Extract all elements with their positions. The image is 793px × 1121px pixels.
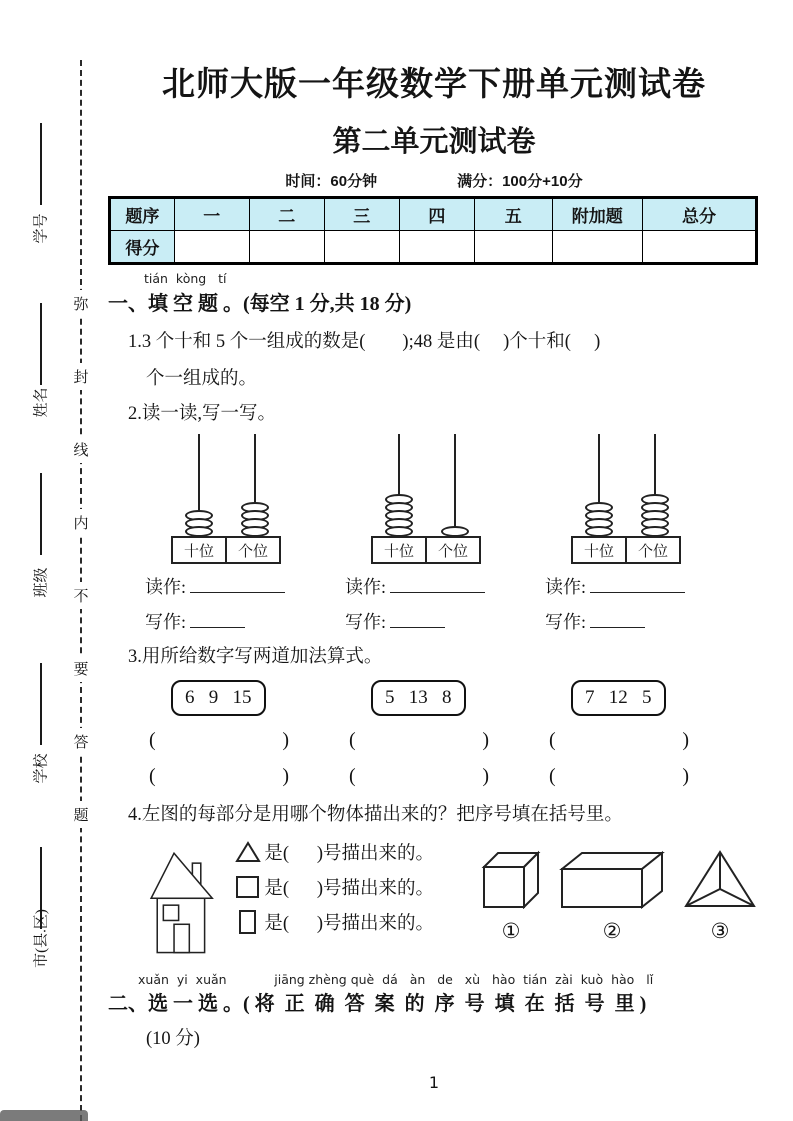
square-glyph-icon bbox=[235, 875, 261, 899]
score-table-header-row bbox=[110, 198, 757, 231]
ones-label: 个位 bbox=[625, 536, 681, 564]
exam-info bbox=[108, 170, 760, 191]
object-number: ② bbox=[602, 918, 622, 943]
number-set-column-1 bbox=[145, 680, 327, 788]
xiezuo-label: 写作: bbox=[345, 612, 387, 633]
tens-label: 十位 bbox=[171, 536, 227, 564]
seal-line-char: 不 bbox=[72, 582, 90, 609]
score-cell bbox=[399, 231, 474, 264]
score-cell bbox=[174, 231, 249, 264]
pinyin-xuanyixuan: xuǎn yi xuǎn jiāng zhèng què dá àn de xù hào tián zài kuò hào lǐ bbox=[138, 971, 654, 987]
abacus-beads-tens bbox=[585, 505, 613, 537]
paren-open: ( bbox=[349, 764, 356, 787]
duzuo-row bbox=[345, 573, 527, 599]
abacus-figure bbox=[371, 434, 483, 564]
answer-blank bbox=[390, 621, 445, 628]
header-q4: 四 bbox=[399, 198, 474, 231]
question3-row bbox=[108, 680, 760, 788]
answer-blank bbox=[190, 621, 245, 628]
question4-row bbox=[108, 835, 760, 970]
abacus-beads-tens bbox=[185, 513, 213, 537]
object-cuboid bbox=[558, 849, 666, 944]
prompt-text: 是( )号描出来的。 bbox=[264, 843, 434, 864]
paren-close: ) bbox=[682, 764, 689, 787]
seal-line-char: 弥 bbox=[72, 290, 90, 317]
prompt-rectangle bbox=[235, 909, 434, 935]
equation-blank bbox=[349, 729, 489, 752]
prompt-square bbox=[235, 874, 434, 900]
abacus-block-1 bbox=[145, 434, 327, 634]
answer-blank bbox=[590, 586, 685, 593]
page-number: 1 bbox=[428, 1072, 440, 1092]
margin-field-label: 市(县.区) bbox=[33, 909, 50, 968]
equation-blank bbox=[549, 729, 689, 752]
margin-field-label: 学号 bbox=[33, 213, 50, 244]
question4-label: 4.左图的每部分是用哪个物体描出来的？把序号填在括号里。 bbox=[128, 804, 623, 825]
question3-label: 3.用所给数字写两道加法算式。 bbox=[128, 647, 383, 668]
full-score-info: 满分：100分+10分 bbox=[457, 173, 583, 190]
duzuo-label: 读作: bbox=[145, 577, 187, 598]
answer-blank bbox=[390, 586, 485, 593]
header-q3: 三 bbox=[324, 198, 399, 231]
paren-open: ( bbox=[349, 728, 356, 751]
number-set-column-3 bbox=[545, 680, 727, 788]
xiezuo-row bbox=[145, 608, 327, 634]
header-total: 总分 bbox=[643, 198, 757, 231]
number-set-box: 7 12 5 bbox=[571, 680, 666, 716]
paren-close: ) bbox=[282, 764, 289, 787]
seal-line-char: 线 bbox=[72, 436, 90, 463]
number-set-box: 5 13 8 bbox=[371, 680, 466, 716]
scan-artifact bbox=[0, 1110, 88, 1121]
paren-open: ( bbox=[549, 764, 556, 787]
abacus-beads-tens bbox=[385, 497, 413, 537]
ones-label: 个位 bbox=[425, 536, 481, 564]
object-cube bbox=[478, 849, 544, 944]
paren-open: ( bbox=[149, 728, 156, 751]
section2-points: (10 分) bbox=[146, 1028, 200, 1049]
score-cell bbox=[474, 231, 552, 264]
unit-title: 第二单元测试卷 bbox=[332, 126, 536, 158]
equation-blank bbox=[549, 765, 689, 788]
test-paper bbox=[108, 52, 760, 1092]
section1-heading: 一、填 空 题 。(每空 1 分,共 18 分) bbox=[108, 293, 412, 315]
row-label-defen: 得分 bbox=[110, 231, 175, 264]
triangle-glyph-icon bbox=[235, 841, 261, 863]
xiezuo-row bbox=[545, 608, 727, 634]
score-table-score-row bbox=[110, 231, 757, 264]
score-cell bbox=[552, 231, 643, 264]
margin-field-label: 班级 bbox=[33, 567, 50, 598]
abacus-row bbox=[108, 434, 760, 634]
margin-blank-line bbox=[40, 123, 42, 205]
cuboid-figure bbox=[558, 849, 666, 909]
xiezuo-label: 写作: bbox=[145, 612, 187, 633]
abacus-figure bbox=[571, 434, 683, 564]
abacus-base bbox=[371, 536, 481, 564]
header-tixu: 题序 bbox=[110, 198, 175, 231]
xiezuo-label: 写作: bbox=[545, 612, 587, 633]
margin-field-label: 学校 bbox=[33, 753, 50, 784]
margin-blank-line bbox=[40, 663, 42, 745]
paren-close: ) bbox=[482, 764, 489, 787]
rectangle-glyph-icon bbox=[235, 909, 261, 935]
house-figure bbox=[145, 835, 221, 970]
ones-label: 个位 bbox=[225, 536, 281, 564]
abacus-figure bbox=[171, 434, 283, 564]
abacus-beads-ones bbox=[641, 497, 669, 537]
header-q2: 二 bbox=[249, 198, 324, 231]
question1-line1: 1.3 个十和 5 个一组成的数是( );48 是由( )个十和( ) bbox=[128, 332, 601, 352]
equation-blank bbox=[149, 765, 289, 788]
tens-label: 十位 bbox=[571, 536, 627, 564]
cube-figure bbox=[478, 849, 544, 909]
xiezuo-row bbox=[345, 608, 527, 634]
duzuo-row bbox=[145, 573, 327, 599]
paren-open: ( bbox=[549, 728, 556, 751]
duzuo-label: 读作: bbox=[345, 577, 387, 598]
seal-line-char: 题 bbox=[72, 801, 90, 828]
seal-line-char: 要 bbox=[72, 655, 90, 682]
duzuo-label: 读作: bbox=[545, 577, 587, 598]
object-number: ③ bbox=[710, 918, 730, 943]
seal-line-char: 封 bbox=[72, 363, 90, 390]
paren-open: ( bbox=[149, 764, 156, 787]
question4-prompts bbox=[235, 835, 434, 935]
seal-line-char: 内 bbox=[72, 509, 90, 536]
answer-blank bbox=[590, 621, 645, 628]
score-table bbox=[108, 196, 758, 265]
score-cell bbox=[643, 231, 757, 264]
page-title: 北师大版一年级数学下册单元测试卷 bbox=[162, 65, 706, 102]
paren-close: ) bbox=[682, 728, 689, 751]
equation-blank bbox=[149, 729, 289, 752]
score-cell bbox=[249, 231, 324, 264]
score-cell bbox=[324, 231, 399, 264]
object-number: ① bbox=[501, 918, 521, 943]
time-info: 时间：60分钟 bbox=[285, 173, 378, 190]
abacus-block-3 bbox=[545, 434, 727, 634]
paren-close: ) bbox=[282, 728, 289, 751]
prompt-text: 是( )号描出来的。 bbox=[264, 878, 434, 899]
header-q5: 五 bbox=[474, 198, 552, 231]
pyramid-figure bbox=[680, 849, 760, 909]
abacus-base bbox=[171, 536, 281, 564]
paren-close: ) bbox=[482, 728, 489, 751]
question1-line2: 个一组成的。 bbox=[146, 369, 258, 390]
number-set-box: 6 9 15 bbox=[171, 680, 266, 716]
section2-heading: 二、选 一 选 。( 将 正 确 答 案 的 序 号 填 在 括 号 里 ) bbox=[108, 992, 647, 1015]
answer-blank bbox=[190, 586, 285, 593]
number-set-column-2 bbox=[345, 680, 527, 788]
object-pyramid bbox=[680, 849, 760, 944]
question2-label: 2.读一读,写一写。 bbox=[128, 404, 277, 425]
header-bonus: 附加题 bbox=[552, 198, 643, 231]
abacus-base bbox=[571, 536, 681, 564]
margin-blank-line bbox=[40, 473, 42, 555]
abacus-block-2 bbox=[345, 434, 527, 634]
prompt-triangle bbox=[235, 839, 434, 865]
header-q1: 一 bbox=[174, 198, 249, 231]
question4-objects bbox=[478, 849, 760, 944]
abacus-rod-ones bbox=[454, 434, 456, 536]
abacus-beads-ones bbox=[241, 505, 269, 537]
prompt-text: 是( )号描出来的。 bbox=[264, 913, 434, 934]
seal-line-char: 答 bbox=[72, 728, 90, 755]
pinyin-tiankongti: tián kòng tí bbox=[144, 271, 227, 286]
tens-label: 十位 bbox=[371, 536, 427, 564]
duzuo-row bbox=[545, 573, 727, 599]
margin-field-label: 姓名 bbox=[33, 387, 50, 418]
equation-blank bbox=[349, 765, 489, 788]
